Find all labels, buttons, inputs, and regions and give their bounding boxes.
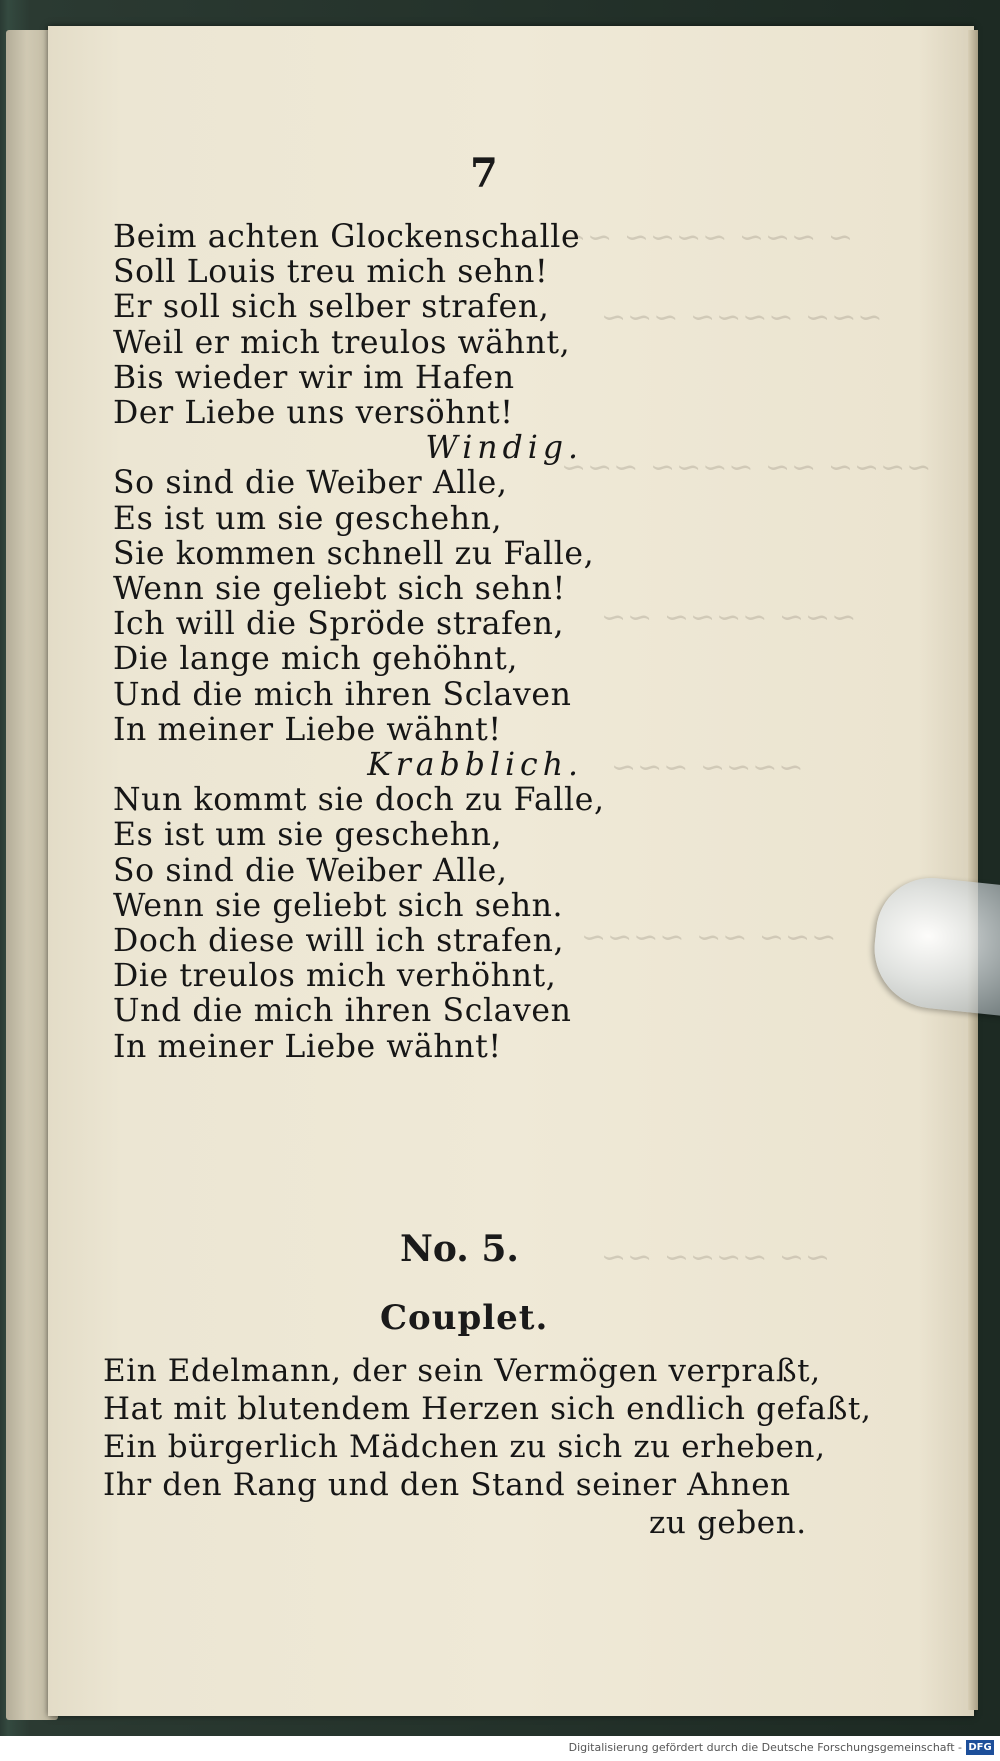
footer-bar (0, 1736, 1000, 1761)
show-through-text: ~~ ~~~~ ~~ (600, 1240, 831, 1275)
verse-line: Sie kommen schnell zu Falle, (113, 535, 595, 572)
show-through-text: ~~~ ~~~~ ~~ (600, 600, 857, 635)
verse-line: Nun kommt sie doch zu Falle, (113, 782, 605, 819)
couplet-line: Ein bürgerlich Mädchen zu sich zu erheben, (103, 1429, 826, 1465)
verse-line: In meiner Liebe wähnt! (113, 711, 502, 748)
couplet-line: Hat mit blutendem Herzen sich endlich gefaßt, (103, 1391, 872, 1427)
show-through-text: ~~~ ~~~~ ~~~ (600, 300, 883, 335)
speaker-name: Krabblich. (367, 747, 583, 784)
verse-line: Ich will die Spröde strafen, (113, 606, 565, 643)
verse-line: Soll Louis treu mich sehn! (113, 254, 549, 291)
couplet-line: Ihr den Rang und den Stand seiner Ahnen (103, 1467, 791, 1503)
verse-line: Wenn sie geliebt sich sehn! (113, 571, 566, 608)
show-through-text: ~~~ ~~ ~~~~ (580, 920, 837, 955)
section-title: No. 5. (400, 1228, 519, 1270)
couplet-line: Ein Edelmann, der sein Vermögen verpraßt, (103, 1353, 821, 1389)
verse-line: Wenn sie geliebt sich sehn. (113, 887, 564, 924)
verse-line: Es ist um sie geschehn, (113, 817, 503, 854)
speaker-name: Windig. (425, 430, 583, 467)
verse-line: So sind die Weiber Alle, (113, 465, 508, 502)
section-subtitle: Couplet. (380, 1298, 549, 1338)
verse-line: Und die mich ihren Sclaven (113, 993, 572, 1030)
show-through-text: ~ ~~~ ~~~~ ~~ (560, 220, 853, 255)
verse-line: So sind die Weiber Alle, (113, 852, 508, 889)
verse-line: Die lange mich gehöhnt, (113, 641, 518, 678)
verse-line: Die treulos mich verhöhnt, (113, 958, 557, 995)
footer-credit: Digitalisierung gefördert durch die Deutsche Forschungsgemeinschaft - (568, 1741, 962, 1754)
show-through-text: ~~~~ ~~ ~~~~ ~~~ (560, 450, 932, 485)
verse-line: Er soll sich selber strafen, (113, 289, 550, 326)
verse-line: Bis wieder wir im Hafen (113, 359, 515, 396)
dfg-logo: DFG (966, 1740, 994, 1755)
couplet-block (103, 1352, 872, 1542)
verse-line: Der Liebe uns versöhnt! (113, 395, 514, 432)
page-number: 7 (470, 150, 498, 197)
verse-line: Und die mich ihren Sclaven (113, 676, 572, 713)
page-right-edge (968, 30, 978, 1710)
verse-line: Weil er mich treulos wähnt, (113, 324, 571, 361)
verse-line: Es ist um sie geschehn, (113, 500, 503, 537)
verse-line: Beim achten Glockenschalle (113, 219, 581, 255)
verse-line: In meiner Liebe wähnt! (113, 1028, 502, 1065)
verse-block (113, 219, 605, 1065)
verse-line: Doch diese will ich strafen, (113, 923, 565, 960)
show-through-text: ~~~~ ~~~ (610, 750, 804, 785)
couplet-line-continuation: zu geben. (649, 1505, 807, 1541)
